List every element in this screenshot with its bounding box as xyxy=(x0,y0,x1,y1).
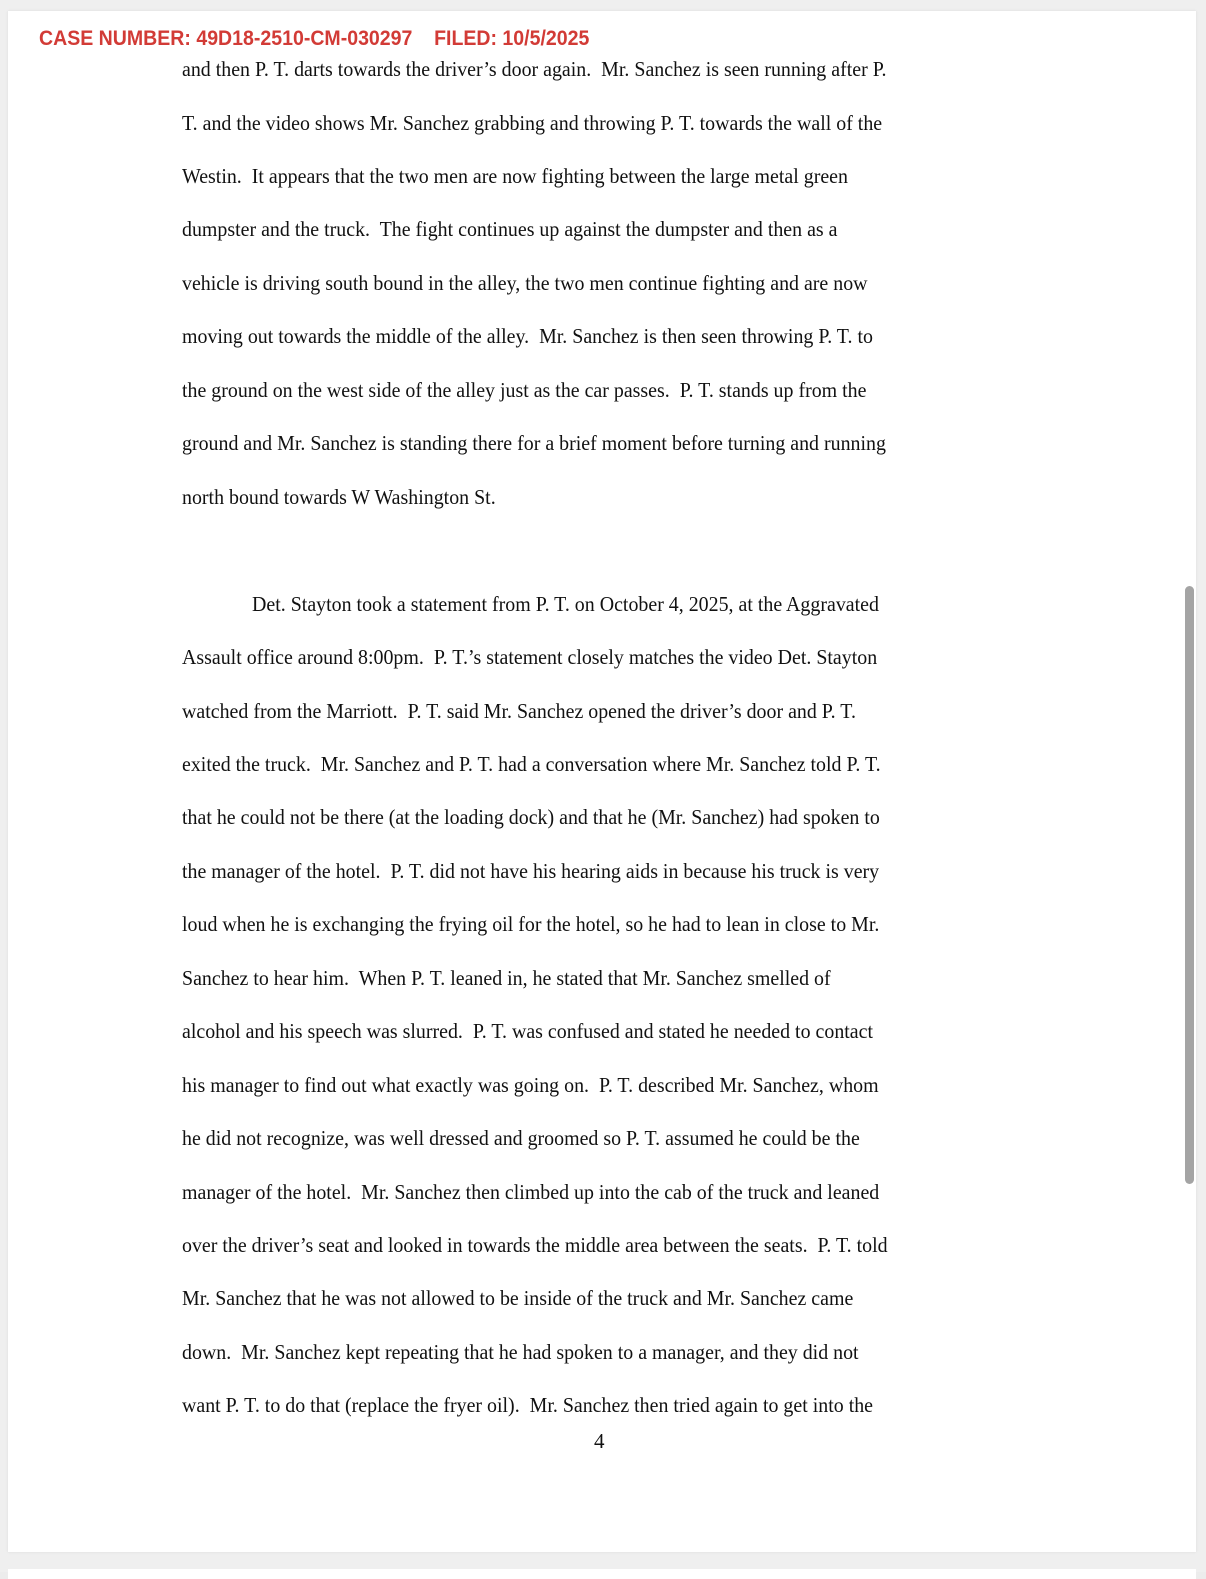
text-line: Mr. Sanchez that he was not allowed to be inside of the truck and Mr. Sanchez came xyxy=(182,1286,854,1311)
text-line: moving out towards the middle of the alley. Mr. Sanchez is then seen throwing P. T. to xyxy=(182,324,873,349)
text-line: he did not recognize, was well dressed and groomed so P. T. assumed he could be the xyxy=(182,1126,860,1151)
text-line: T. and the video shows Mr. Sanchez grabbing and throwing P. T. towards the wall of the xyxy=(182,110,883,135)
next-page-edge xyxy=(8,1569,1196,1579)
text-line: manager of the hotel. Mr. Sanchez then climbed up into the cab of the truck and leaned xyxy=(182,1179,880,1204)
text-line: loud when he is exchanging the frying oil for the hotel, so he had to lean in close to Mr. xyxy=(182,912,880,937)
scrollbar-thumb[interactable] xyxy=(1185,586,1194,1184)
text-line: Det. Stayton took a statement from P. T. on October 4, 2025, at the Aggravated xyxy=(252,591,879,616)
text-line: Sanchez to hear him. When P. T. leaned in, he stated that Mr. Sanchez smelled of xyxy=(182,965,831,990)
text-line: his manager to find out what exactly was going on. P. T. described Mr. Sanchez, whom xyxy=(182,1072,879,1097)
text-line: north bound towards W Washington St. xyxy=(182,484,496,509)
text-line: the manager of the hotel. P. T. did not have his hearing aids in because his truck is very xyxy=(182,858,880,883)
text-line: want P. T. to do that (replace the fryer oil). Mr. Sanchez then tried again to get into the xyxy=(182,1393,874,1418)
text-line: ground and Mr. Sanchez is standing there for a brief moment before turning and running xyxy=(182,431,886,456)
page-number: 4 xyxy=(594,1429,605,1453)
case-filing-stamp: CASE NUMBER: 49D18-2510-CM-030297 FILED: 10/5/2025 xyxy=(39,27,590,50)
text-line: down. Mr. Sanchez kept repeating that he had spoken to a manager, and they did not xyxy=(182,1339,859,1364)
text-line: watched from the Marriott. P. T. said Mr. Sanchez opened the driver’s door and P. T. xyxy=(182,698,856,723)
text-line: the ground on the west side of the alley just as the car passes. P. T. stands up from the xyxy=(182,377,867,402)
text-line: exited the truck. Mr. Sanchez and P. T. had a conversation where Mr. Sanchez told P. T. xyxy=(182,751,881,776)
text-line: Assault office around 8:00pm. P. T.’s statement closely matches the video Det. Stayton xyxy=(182,645,878,669)
text-line: over the driver’s seat and looked in towards the middle area between the seats. P. T. told xyxy=(182,1233,888,1257)
text-line: Westin. It appears that the two men are now fighting between the large metal green xyxy=(182,163,848,188)
text-line: alcohol and his speech was slurred. P. T. was confused and stated he needed to contact xyxy=(182,1019,874,1044)
text-line: vehicle is driving south bound in the alley, the two men continue fighting and are now xyxy=(182,270,868,295)
text-line: that he could not be there (at the loading dock) and that he (Mr. Sanchez) had spoken to xyxy=(182,805,880,830)
text-line: dumpster and the truck. The fight continues up against the dumpster and then as a xyxy=(182,217,838,242)
document-page xyxy=(8,11,1196,1552)
text-line: and then P. T. darts towards the driver’s door again. Mr. Sanchez is seen running after P. xyxy=(182,57,887,81)
